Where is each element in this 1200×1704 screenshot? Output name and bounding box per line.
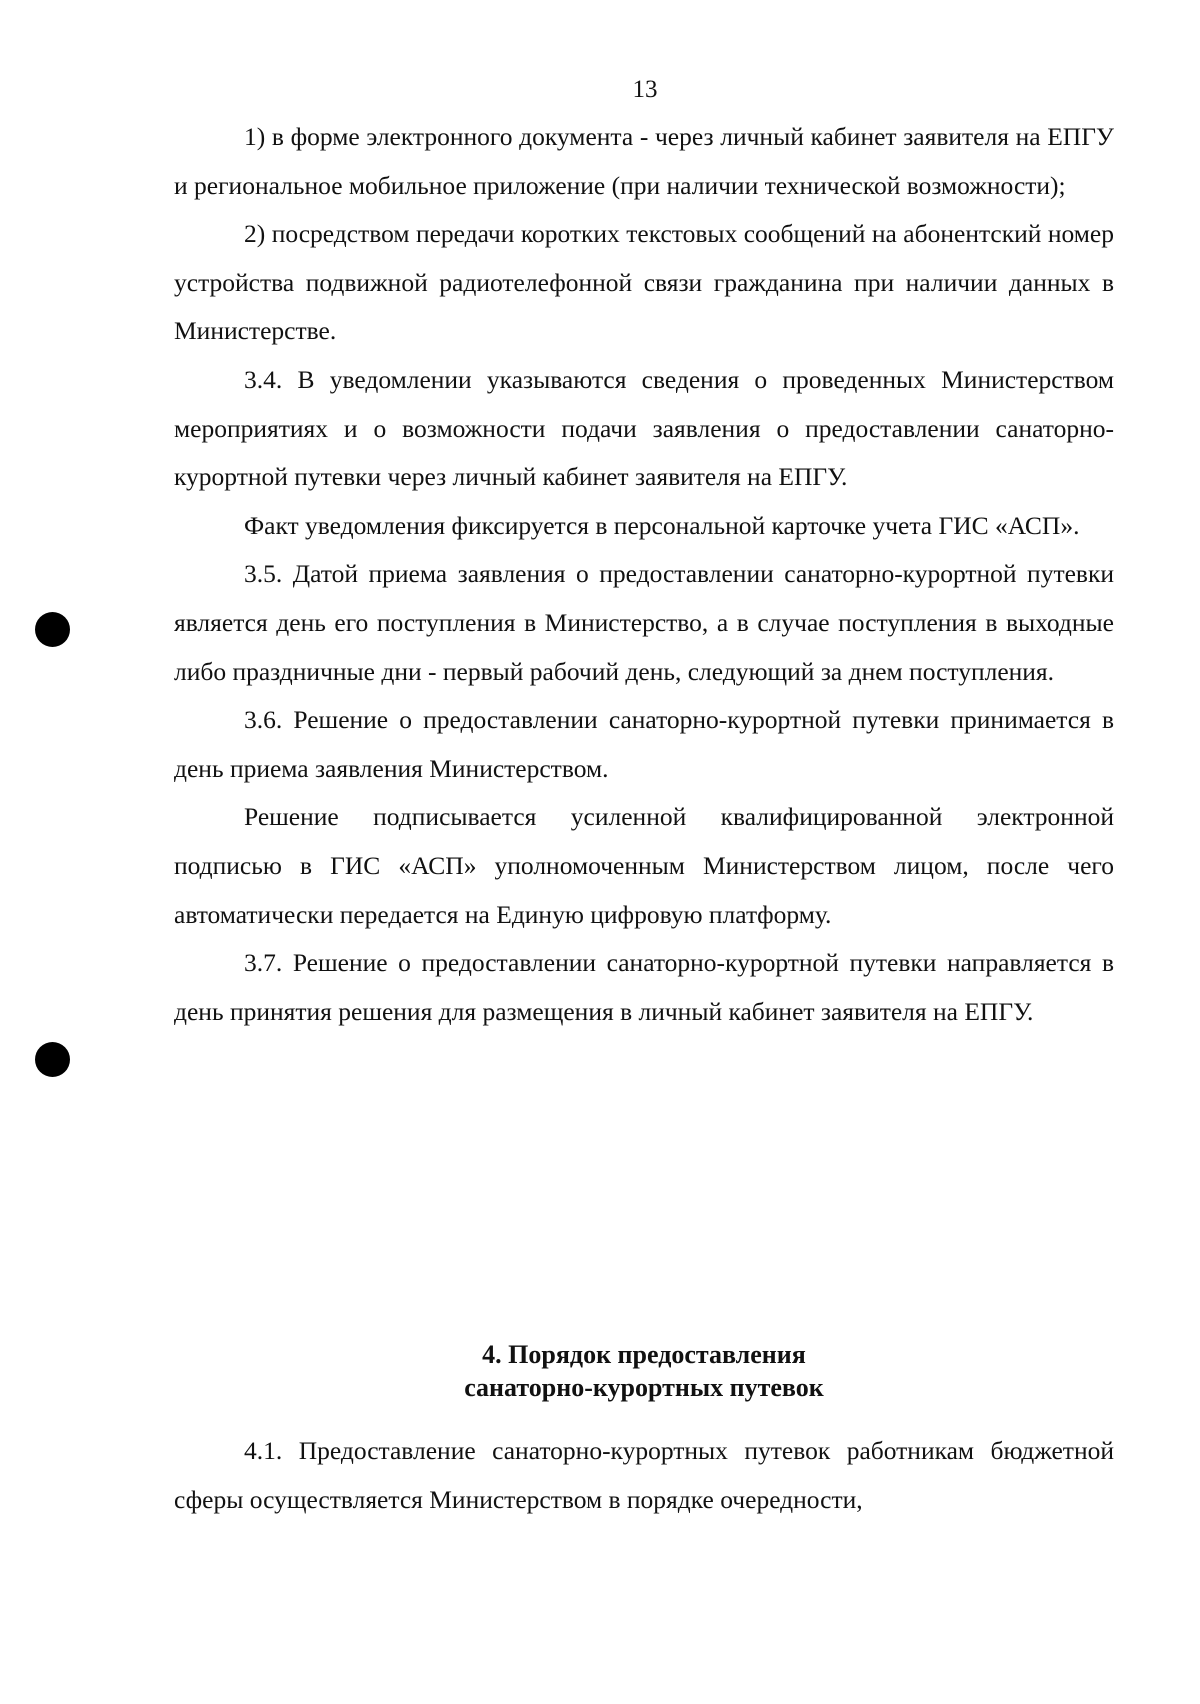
document-body (174, 113, 1114, 1036)
section-body (174, 1427, 1114, 1524)
section-heading-line-1: 4. Порядок предоставления (482, 1340, 806, 1369)
punch-hole-mark (35, 612, 70, 647)
paragraph-notification-fact: Факт уведомления фиксируется в персональной карточке учета ГИС «АСП». (244, 510, 1080, 540)
page-number: 13 (632, 76, 658, 103)
paragraph-decision-signature: Решение подписывается усиленной квалифицированной электронной подписью в ГИС «АСП» уполномоченным Министерством лицом, после чего автоматически передается на Единую цифровую платформу. (174, 802, 1114, 929)
paragraph-3-7: 3.7. Решение о предоставлении санаторно-курортной путевки направляется в день принятия решения для размещения в личный кабинет заявителя на ЕПГУ. (174, 948, 1114, 1026)
paragraph-item-1: 1) в форме электронного документа - через личный кабинет заявителя на ЕПГУ и региональное мобильное приложение (при наличии технической возможности); (174, 122, 1114, 200)
paragraph-item-2: 2) посредством передачи коротких текстовых сообщений на абонентский номер устройства подвижной радиотелефонной связи гражданина при наличии данных в Министерстве. (174, 219, 1114, 346)
paragraph-3-4: 3.4. В уведомлении указываются сведения о проведенных Министерством мероприятиях и о возможности подачи заявления о предоставлении санаторно-курортной путевки через личный кабинет заявителя на ЕПГУ. (174, 364, 1114, 492)
paragraph-3-6: 3.6. Решение о предоставлении санаторно-курортной путевки принимается в день приема заявления Министерством. (174, 705, 1114, 783)
section-heading (174, 1338, 1114, 1404)
section-heading-line-2: санаторно-курортных путевок (464, 1373, 824, 1402)
punch-hole-mark (35, 1042, 70, 1077)
paragraph-4-1: 4.1. Предоставление санаторно-курортных путевок работникам бюджетной сферы осуществляется Министерством в порядке очередности, (174, 1436, 1114, 1514)
paragraph-3-5: 3.5. Датой приема заявления о предоставлении санаторно-курортной путевки является день его поступления в Министерство, а в случае поступления в выходные либо праздничные дни - первый рабочий день, следующий за днем поступления. (174, 559, 1114, 686)
